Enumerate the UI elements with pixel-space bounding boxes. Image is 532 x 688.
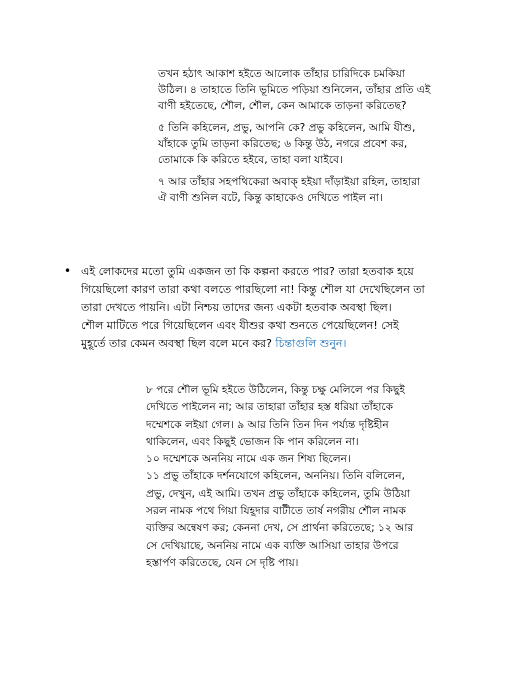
reflection-paragraph: [81, 263, 521, 353]
quote-line: দেখিতে পাইলেন না; আর তাহারা তাঁহার হস্ত ধরিয়া তাঁহাকে: [146, 401, 394, 414]
quote-line: ৭ আর তাঁহার সহপথিকেরা অবাক্‌ হইয়া দাঁড়াইয়া রহিল, তাহারা: [158, 176, 420, 188]
quote-line: বাণী হইতেছে, শৌল, শৌল, কেন আমাকে তাড়না করিতেছ?: [158, 100, 407, 112]
quote-line: ৫ তিনি কহিলেন, প্রভু, আপনি কে? প্রভু কহিলেন, আমি যীশু,: [158, 122, 416, 134]
quote-line: দম্মেশকে লইয়া গেল। ৯ আর তিনি তিন দিন পর্য্যন্ত দৃষ্টিহীন: [146, 418, 389, 431]
quote-line: ১০ দম্মেশকে অননিয় নামে এক জন শিষ্য ছিলেন।: [146, 453, 351, 466]
paragraph-text: মুহূর্তে তার কেমন অবস্থা ছিল বলে মনে কর?: [81, 337, 272, 350]
quote-line: ব্যক্তির অন্বেষণ কর; কেননা দেখ, সে প্রার্থনা করিতেছে; ১২ আর: [146, 522, 414, 535]
scripture-quote-1: [158, 66, 518, 206]
bullet-icon: •: [64, 264, 72, 278]
paragraph-line: [81, 335, 521, 353]
quote-line: সরল নামক পথে গিয়া যিহূদার বাটীতে তার্ষ নগরীয় শৌল নামক: [146, 505, 406, 518]
quote-line: সে দেখিয়াছে, অননিয় নামে এক ব্যক্তি আসিয়া তাহার উপরে: [146, 539, 399, 552]
quote-line: উঠিল। ৪ তাহাতে তিনি ভূমিতে পড়িয়া শুনিলেন, তাঁহার প্রতি এই: [158, 84, 431, 96]
scripture-quote-2: [146, 382, 521, 572]
paragraph-line: গিয়েছিলো কারণ তারা কথা বলতে পারছিলো না! কিন্তু শৌল যা দেখেছিলেন তা: [81, 283, 425, 296]
quote-line: তখন হঠাৎ আকাশ হইতে আলোক তাঁহার চারিদিকে চমকিয়া: [158, 68, 405, 80]
quote-line: ১১ প্রভু তাঁহাকে দর্শনযোগে কহিলেন, অননিয়। তিনি বলিলেন,: [146, 470, 405, 483]
quote-line: হস্তার্পণ করিতেছে, যেন সে দৃষ্টি পায়।: [146, 556, 299, 569]
quote-line: থাকিলেন, এবং কিছুই ভোজন কি পান করিলেন না।: [146, 435, 359, 448]
paragraph-line: এই লোকদের মতো তুমি একজন তা কি কল্পনা করতে পার? তারা হতবাক হয়ে: [81, 265, 414, 278]
paragraph-line: তারা দেখতে পায়নি। এটা নিশ্চয় তাদের জন্য একটা হতবাক অবস্থা ছিল।: [81, 301, 392, 314]
quote-line: প্রভু, দেখুন, এই আমি। তখন প্রভু তাঁহাকে কহিলেন, তুমি উঠিয়া: [146, 487, 410, 500]
quote-line: ৮ পরে শৌল ভূমি হইতে উঠিলেন, কিন্তু চক্ষু মেলিলে পর কিছুই: [146, 384, 405, 396]
quote-line: ঐ বাণী শুনিল বটে, কিন্তু কাহাকেও দেখিতে পাইল না।: [158, 192, 383, 204]
listen-thoughts-link[interactable]: চিন্তাগুলি শুনুন।: [275, 337, 347, 350]
quote-line: তোমাকে কি করিতে হইবে, তাহা বলা যাইবে।: [158, 154, 343, 166]
quote-line: যাঁহাকে তুমি তাড়না করিতেছ; ৬ কিন্তু উঠ, নগরে প্রবেশ কর,: [158, 138, 408, 150]
paragraph-line: শৌল মাটিতে পরে গিয়েছিলেন এবং যীশুর কথা শুনতে পেয়েছিলেন! সেই: [81, 319, 399, 332]
